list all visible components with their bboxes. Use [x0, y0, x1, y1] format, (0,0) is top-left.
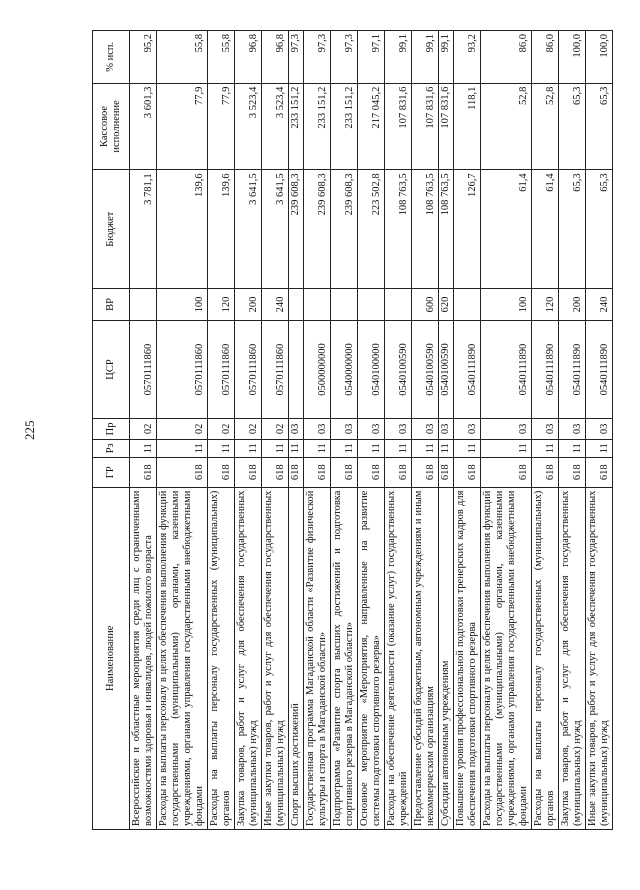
cell-gr: 618 [331, 457, 358, 487]
table-row [412, 31, 439, 830]
cell-cash: 77,9 [157, 83, 208, 170]
cell-budget: 108 763,5 [412, 170, 439, 289]
cell-pct: 97,3 [331, 31, 358, 84]
cell-pr: 03 [559, 419, 586, 440]
cell-vr: 600 [412, 289, 439, 321]
cell-rz: 11 [532, 439, 559, 457]
cell-rz: 11 [559, 439, 586, 457]
cell-pr: 02 [208, 419, 235, 440]
header-gr: ГР [93, 457, 130, 487]
cell-pct: 99,1 [412, 31, 439, 84]
cell-csr: 0570111860 [157, 320, 208, 418]
cell-csr: 0540100000 [358, 320, 385, 418]
cell-budget: 61,4 [481, 170, 532, 289]
cell-name: Государственная программа Магаданской области «Развитие физической культуры и спорта в Магаданской области» [304, 487, 331, 829]
cell-vr: 120 [208, 289, 235, 321]
table-row [586, 31, 613, 830]
cell-gr: 618 [358, 457, 385, 487]
cell-pr: 03 [331, 419, 358, 440]
cell-cash: 233 151,2 [304, 83, 331, 170]
cell-vr: 240 [586, 289, 613, 321]
cell-gr: 618 [454, 457, 481, 487]
cell-rz: 11 [454, 439, 481, 457]
cell-pct: 96,8 [235, 31, 262, 84]
cell-cash: 3 523,4 [235, 83, 262, 170]
cell-cash: 65,3 [559, 83, 586, 170]
cell-name: Расходы на обеспечение деятельности (оказание услуг) государственных учреждений [385, 487, 412, 829]
cell-name: Расходы на выплаты персоналу государственных (муниципальных) органов [208, 487, 235, 829]
header-pct: % исп. [93, 31, 130, 84]
cell-csr: 0540111890 [532, 320, 559, 418]
cell-gr: 618 [130, 457, 157, 487]
cell-rz: 11 [262, 439, 289, 457]
cell-pct: 97,3 [304, 31, 331, 84]
cell-pr: 03 [481, 419, 532, 440]
cell-cash: 65,3 [586, 83, 613, 170]
cell-rz: 11 [331, 439, 358, 457]
cell-budget: 3 641,5 [262, 170, 289, 289]
cell-cash: 3 523,4 [262, 83, 289, 170]
cell-name: Всероссийские и областные мероприятия среди лиц с ограниченными возможностями здоровья и инвалидов, людей пожилого возраста [130, 487, 157, 829]
cell-rz: 11 [235, 439, 262, 457]
cell-pr: 02 [262, 419, 289, 440]
cell-name: Иные закупки товаров, работ и услуг для обеспечения государственных (муниципальных) нужд [262, 487, 289, 829]
cell-gr: 618 [586, 457, 613, 487]
table-header-row [93, 31, 130, 830]
cell-pct: 86,0 [532, 31, 559, 84]
header-budget: Бюджет [93, 170, 130, 289]
cell-csr: 0540100590 [439, 320, 454, 418]
table-row [289, 31, 304, 830]
cell-budget: 239 608,3 [289, 170, 304, 289]
cell-name: Основное мероприятие «Мероприятия, направленные на развитие системы подготовки спортивного резерва» [358, 487, 385, 829]
table-row [208, 31, 235, 830]
cell-vr [130, 289, 157, 321]
header-rz: Рз [93, 439, 130, 457]
cell-cash: 233 151,2 [331, 83, 358, 170]
cell-rz: 11 [157, 439, 208, 457]
cell-pr: 03 [304, 419, 331, 440]
cell-cash: 217 045,2 [358, 83, 385, 170]
cell-cash: 52,8 [532, 83, 559, 170]
table-body [130, 31, 613, 830]
cell-budget: 108 763,5 [439, 170, 454, 289]
cell-cash: 107 831,6 [385, 83, 412, 170]
cell-csr: 0540100590 [385, 320, 412, 418]
cell-pr: 03 [358, 419, 385, 440]
cell-gr: 618 [439, 457, 454, 487]
cell-csr: 0540111890 [481, 320, 532, 418]
cell-budget: 3 781,1 [130, 170, 157, 289]
table-row [454, 31, 481, 830]
cell-name: Расходы на выплаты персоналу государственных (муниципальных) органов [532, 487, 559, 829]
cell-rz: 11 [358, 439, 385, 457]
cell-csr: 0540100590 [412, 320, 439, 418]
cell-pct: 97,3 [289, 31, 304, 84]
header-csr: ЦСР [93, 320, 130, 418]
cell-pct: 86,0 [481, 31, 532, 84]
cell-budget: 139,6 [208, 170, 235, 289]
cell-vr [331, 289, 358, 321]
cell-pr: 03 [289, 419, 304, 440]
cell-cash: 107 831,6 [439, 83, 454, 170]
cell-gr: 618 [385, 457, 412, 487]
cell-pr: 03 [412, 419, 439, 440]
cell-csr: 0570111860 [235, 320, 262, 418]
cell-cash: 3 601,3 [130, 83, 157, 170]
cell-vr [454, 289, 481, 321]
table-row [481, 31, 532, 830]
cell-gr: 618 [208, 457, 235, 487]
cell-gr: 618 [235, 457, 262, 487]
cell-cash: 233 151,2 [289, 83, 304, 170]
cell-csr: 0500000000 [304, 320, 331, 418]
table-row [532, 31, 559, 830]
cell-gr: 618 [532, 457, 559, 487]
cell-csr [289, 320, 304, 418]
cell-vr: 100 [157, 289, 208, 321]
cell-rz: 11 [130, 439, 157, 457]
cell-name: Предоставление субсидий бюджетным, автономным учреждениям и иным некоммерческим организациям [412, 487, 439, 829]
cell-name: Иные закупки товаров, работ и услуг для обеспечения государственных (муниципальных) нужд [586, 487, 613, 829]
cell-budget: 65,3 [559, 170, 586, 289]
rotated-table-sheet [92, 30, 617, 830]
cell-csr: 0540111890 [586, 320, 613, 418]
cell-pr: 03 [532, 419, 559, 440]
header-pr: Пр [93, 419, 130, 440]
table-row [262, 31, 289, 830]
cell-csr: 0570111860 [208, 320, 235, 418]
cell-name: Закупка товаров, работ и услуг для обеспечения государственных (муниципальных) нужд [235, 487, 262, 829]
cell-pr: 03 [454, 419, 481, 440]
header-vr: ВР [93, 289, 130, 321]
cell-budget: 61,4 [532, 170, 559, 289]
cell-csr: 0540111890 [454, 320, 481, 418]
table-row [559, 31, 586, 830]
cell-budget: 223 502,8 [358, 170, 385, 289]
cell-pct: 100,0 [586, 31, 613, 84]
cell-gr: 618 [262, 457, 289, 487]
table-row [304, 31, 331, 830]
cell-rz: 11 [385, 439, 412, 457]
cell-pct: 99,1 [439, 31, 454, 84]
cell-csr: 0540000000 [331, 320, 358, 418]
cell-name: Расходы на выплаты персоналу в целях обеспечения выполнения функций государственными (муниципальными) органами, казенными учреждениями, органами управления государственными внебюджетными фондами [481, 487, 532, 829]
cell-pr: 03 [439, 419, 454, 440]
cell-gr: 618 [481, 457, 532, 487]
budget-table [92, 30, 613, 830]
cell-gr: 618 [289, 457, 304, 487]
cell-budget: 65,3 [586, 170, 613, 289]
cell-csr: 0570111860 [262, 320, 289, 418]
cell-gr: 618 [157, 457, 208, 487]
table-row [331, 31, 358, 830]
table-row [130, 31, 157, 830]
cell-vr [385, 289, 412, 321]
cell-csr: 0540111890 [559, 320, 586, 418]
cell-pct: 100,0 [559, 31, 586, 84]
cell-vr: 120 [532, 289, 559, 321]
cell-gr: 618 [559, 457, 586, 487]
page-number: 225 [22, 420, 37, 440]
cell-gr: 618 [304, 457, 331, 487]
header-cash: Кассовое исполнение [93, 83, 130, 170]
cell-rz: 11 [289, 439, 304, 457]
cell-vr: 620 [439, 289, 454, 321]
cell-pct: 55,8 [157, 31, 208, 84]
cell-pct: 95,2 [130, 31, 157, 84]
cell-pct: 55,8 [208, 31, 235, 84]
cell-gr: 618 [412, 457, 439, 487]
cell-rz: 11 [481, 439, 532, 457]
cell-vr [289, 289, 304, 321]
cell-rz: 11 [208, 439, 235, 457]
cell-name: Расходы на выплаты персоналу в целях обеспечения выполнения функций государственными (муниципальными) органами, казенными учреждениями, органами управления государственными внебюджетными фондами [157, 487, 208, 829]
cell-vr [304, 289, 331, 321]
cell-budget: 239 608,3 [331, 170, 358, 289]
table-row [385, 31, 412, 830]
table-row [157, 31, 208, 830]
cell-vr: 240 [262, 289, 289, 321]
cell-budget: 3 641,5 [235, 170, 262, 289]
cell-pr: 03 [586, 419, 613, 440]
cell-vr: 200 [235, 289, 262, 321]
cell-pct: 93,2 [454, 31, 481, 84]
cell-rz: 11 [304, 439, 331, 457]
table-row [358, 31, 385, 830]
cell-cash: 77,9 [208, 83, 235, 170]
cell-budget: 139,6 [157, 170, 208, 289]
cell-vr: 100 [481, 289, 532, 321]
cell-name: Спорт высших достижений [289, 487, 304, 829]
cell-cash: 52,8 [481, 83, 532, 170]
cell-budget: 126,7 [454, 170, 481, 289]
cell-csr: 0570111860 [130, 320, 157, 418]
cell-cash: 118,1 [454, 83, 481, 170]
header-name: Наименование [93, 487, 130, 829]
cell-rz: 11 [586, 439, 613, 457]
cell-vr [358, 289, 385, 321]
cell-pr: 02 [157, 419, 208, 440]
cell-name: Закупка товаров, работ и услуг для обеспечения государственных (муниципальных) нужд [559, 487, 586, 829]
cell-pct: 97,1 [358, 31, 385, 84]
cell-budget: 108 763,5 [385, 170, 412, 289]
cell-cash: 107 831,6 [412, 83, 439, 170]
cell-pct: 99,1 [385, 31, 412, 84]
cell-rz: 11 [439, 439, 454, 457]
cell-budget: 239 608,3 [304, 170, 331, 289]
cell-name: Повышение уровня профессиональной подготовки тренерских кадров для обеспечения подготовки спортивного резерва [454, 487, 481, 829]
cell-name: Субсидии автономным учреждениям [439, 487, 454, 829]
cell-name: Подпрограмма «Развитие спорта высших достижений и подготовка спортивного резерва в Магаданской области» [331, 487, 358, 829]
cell-vr: 200 [559, 289, 586, 321]
cell-pr: 02 [130, 419, 157, 440]
cell-pct: 96,8 [262, 31, 289, 84]
table-row [235, 31, 262, 830]
cell-pr: 02 [235, 419, 262, 440]
table-row [439, 31, 454, 830]
cell-pr: 03 [385, 419, 412, 440]
cell-rz: 11 [412, 439, 439, 457]
